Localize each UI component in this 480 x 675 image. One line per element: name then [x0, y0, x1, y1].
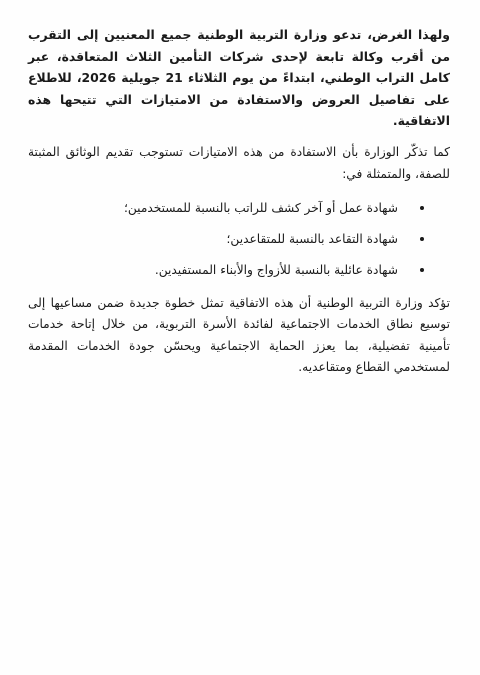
list-item-text: شهادة التقاعد بالنسبة للمتقاعدين؛	[226, 231, 398, 246]
closing-paragraph: تؤكد وزارة التربية الوطنية أن هذه الاتفاقية تمثل خطوة جديدة ضمن مساعيها إلى توسيع نطاق الخدمات الاجتماعية لفائدة الأسرة التربوية، من خلال إتاحة خدمات تأمينية تفضيلية، بما يعزز الحماية الاجتماعية ويحسّن جودة الخدمات المقدمة لمستخدمي القطاع ومتقاعديه.	[28, 295, 450, 374]
list-item	[28, 197, 424, 219]
requirements-intro-paragraph: كما تذكّر الوزارة بأن الاستفادة من هذه الامتيازات تستوجب تقديم الوثائق المثبتة للصفة، والمتمثلة في:	[28, 144, 450, 181]
list-item-text: شهادة عائلية بالنسبة للأزواج والأبناء المستفيدين.	[154, 262, 398, 277]
bullet-icon	[420, 237, 424, 241]
list-item	[28, 228, 424, 250]
list-item	[28, 259, 424, 281]
bullet-icon	[420, 206, 424, 210]
list-item-text: شهادة عمل أو آخر كشف للراتب بالنسبة للمستخدمين؛	[124, 200, 398, 215]
bullet-icon	[420, 268, 424, 272]
invitation-paragraph: ولهذا الغرض، تدعو وزارة التربية الوطنية جميع المعنيين إلى التقرب من أقرب وكالة تابعة لإحدى شركات التأمين الثلاث المتعاقدة، عبر كامل التراب الوطني، ابتداءً من يوم الثلاثاء 21 جويلية 2026، للاطلاع على تفاصيل العروض والاستفادة من الامتيازات التي تتيحها هذه الاتفاقية.	[28, 27, 450, 128]
required-documents-list	[28, 197, 450, 281]
